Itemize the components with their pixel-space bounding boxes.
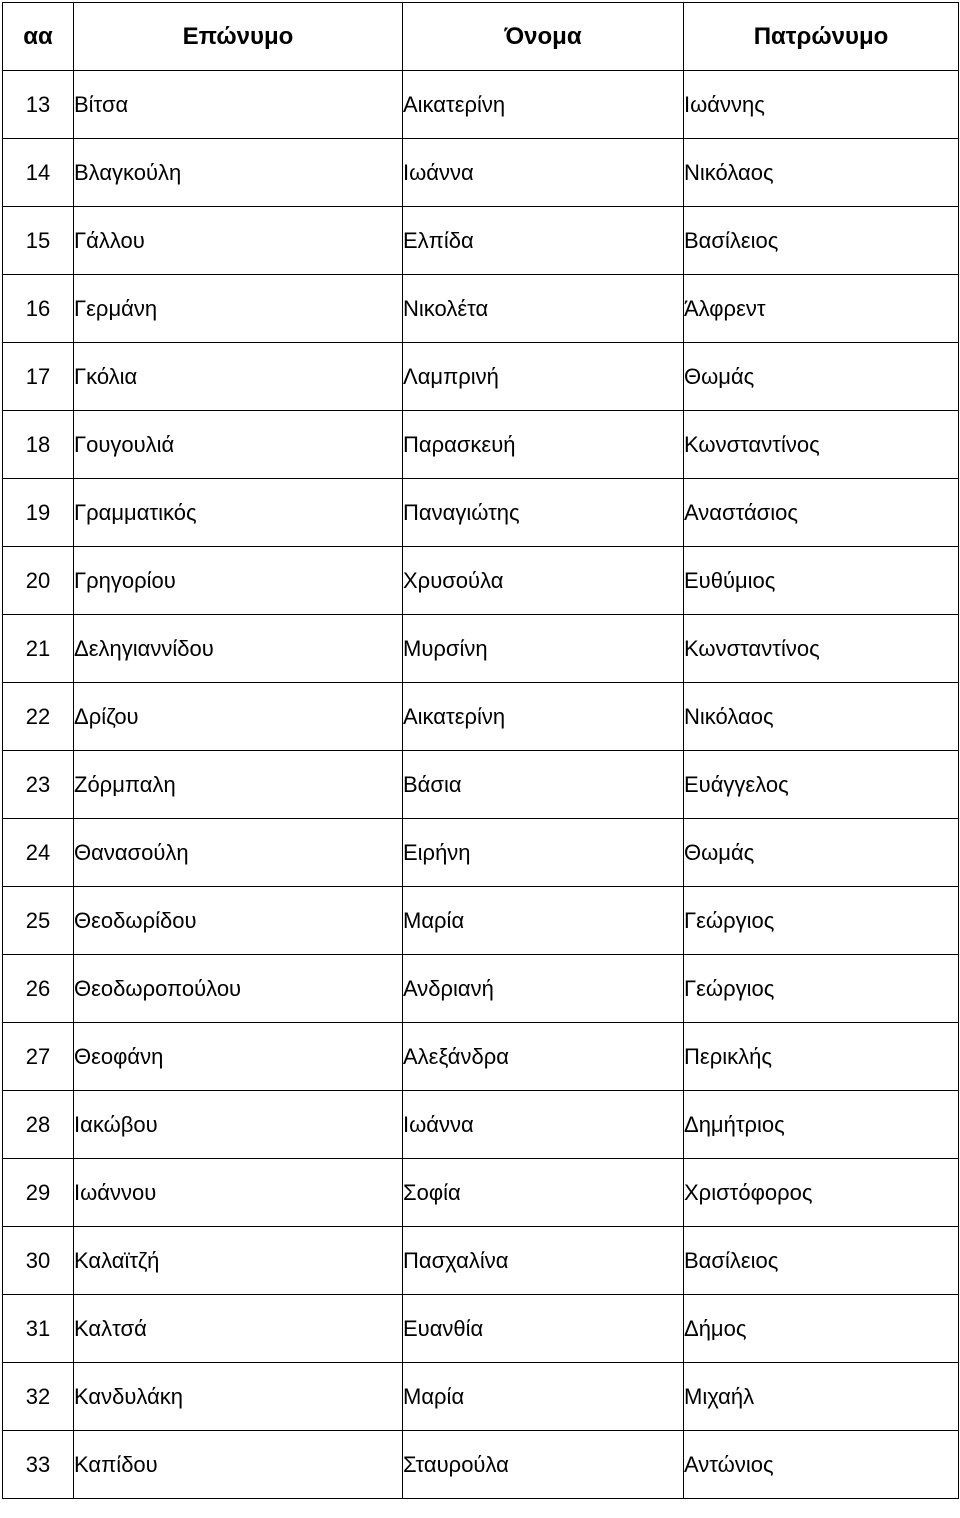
header-first-name: Όνομα: [403, 3, 684, 71]
cell-surname: Θεοδωροπούλου: [74, 955, 403, 1023]
cell-number: 25: [3, 887, 74, 955]
cell-first-name: Σοφία: [403, 1159, 684, 1227]
cell-first-name: Παναγιώτης: [403, 479, 684, 547]
table-row: [3, 207, 959, 275]
cell-father-name: Ευάγγελος: [684, 751, 959, 819]
cell-father-name: Αντώνιος: [684, 1431, 959, 1499]
cell-father-name: Δήμος: [684, 1295, 959, 1363]
cell-first-name: Ελπίδα: [403, 207, 684, 275]
table-row: [3, 751, 959, 819]
cell-number: 18: [3, 411, 74, 479]
cell-number: 27: [3, 1023, 74, 1091]
cell-number: 14: [3, 139, 74, 207]
table-row: [3, 71, 959, 139]
cell-surname: Ιωάννου: [74, 1159, 403, 1227]
cell-surname: Γρηγορίου: [74, 547, 403, 615]
cell-number: 28: [3, 1091, 74, 1159]
cell-number: 20: [3, 547, 74, 615]
table-row: [3, 1363, 959, 1431]
cell-surname: Ζόρμπαλη: [74, 751, 403, 819]
table-row: [3, 683, 959, 751]
cell-surname: Καπίδου: [74, 1431, 403, 1499]
cell-father-name: Κωνσταντίνος: [684, 615, 959, 683]
cell-first-name: Αλεξάνδρα: [403, 1023, 684, 1091]
cell-number: 15: [3, 207, 74, 275]
cell-father-name: Ευθύμιος: [684, 547, 959, 615]
cell-father-name: Δημήτριος: [684, 1091, 959, 1159]
cell-number: 26: [3, 955, 74, 1023]
cell-father-name: Γεώργιος: [684, 887, 959, 955]
cell-father-name: Ιωάννης: [684, 71, 959, 139]
cell-surname: Θανασούλη: [74, 819, 403, 887]
header-surname: Επώνυμο: [74, 3, 403, 71]
cell-father-name: Νικόλαος: [684, 683, 959, 751]
cell-number: 13: [3, 71, 74, 139]
table-row: [3, 955, 959, 1023]
header-row: [3, 3, 959, 71]
cell-number: 29: [3, 1159, 74, 1227]
cell-surname: Καλτσά: [74, 1295, 403, 1363]
cell-number: 19: [3, 479, 74, 547]
cell-first-name: Αικατερίνη: [403, 71, 684, 139]
cell-first-name: Μυρσίνη: [403, 615, 684, 683]
cell-surname: Ιακώβου: [74, 1091, 403, 1159]
table-row: [3, 275, 959, 343]
cell-number: 22: [3, 683, 74, 751]
table-row: [3, 547, 959, 615]
cell-first-name: Ειρήνη: [403, 819, 684, 887]
header-number: αα: [3, 3, 74, 71]
cell-surname: Γάλλου: [74, 207, 403, 275]
cell-number: 33: [3, 1431, 74, 1499]
cell-father-name: Περικλής: [684, 1023, 959, 1091]
cell-first-name: Βάσια: [403, 751, 684, 819]
cell-father-name: Αναστάσιος: [684, 479, 959, 547]
cell-first-name: Πασχαλίνα: [403, 1227, 684, 1295]
roster-table: [2, 2, 959, 1499]
cell-father-name: Θωμάς: [684, 343, 959, 411]
cell-first-name: Παρασκευή: [403, 411, 684, 479]
table-row: [3, 139, 959, 207]
cell-father-name: Μιχαήλ: [684, 1363, 959, 1431]
cell-first-name: Ανδριανή: [403, 955, 684, 1023]
cell-number: 30: [3, 1227, 74, 1295]
table-row: [3, 819, 959, 887]
cell-first-name: Αικατερίνη: [403, 683, 684, 751]
cell-father-name: Χριστόφορος: [684, 1159, 959, 1227]
cell-first-name: Μαρία: [403, 887, 684, 955]
table-row: [3, 887, 959, 955]
cell-first-name: Λαμπρινή: [403, 343, 684, 411]
cell-surname: Δεληγιαννίδου: [74, 615, 403, 683]
table-row: [3, 615, 959, 683]
cell-number: 21: [3, 615, 74, 683]
cell-surname: Βίτσα: [74, 71, 403, 139]
cell-number: 23: [3, 751, 74, 819]
cell-surname: Θεοφάνη: [74, 1023, 403, 1091]
cell-number: 32: [3, 1363, 74, 1431]
cell-first-name: Ιωάννα: [403, 1091, 684, 1159]
cell-surname: Κανδυλάκη: [74, 1363, 403, 1431]
cell-father-name: Νικόλαος: [684, 139, 959, 207]
cell-surname: Καλαϊτζή: [74, 1227, 403, 1295]
cell-number: 16: [3, 275, 74, 343]
table-body: [3, 71, 959, 1499]
cell-surname: Γουγουλιά: [74, 411, 403, 479]
table-row: [3, 1091, 959, 1159]
cell-father-name: Άλφρεντ: [684, 275, 959, 343]
cell-father-name: Γεώργιος: [684, 955, 959, 1023]
table-row: [3, 1227, 959, 1295]
cell-number: 17: [3, 343, 74, 411]
cell-surname: Γραμματικός: [74, 479, 403, 547]
table-row: [3, 1295, 959, 1363]
table-header: [3, 3, 959, 71]
cell-first-name: Σταυρούλα: [403, 1431, 684, 1499]
cell-father-name: Κωνσταντίνος: [684, 411, 959, 479]
cell-surname: Βλαγκούλη: [74, 139, 403, 207]
table-row: [3, 343, 959, 411]
cell-surname: Γκόλια: [74, 343, 403, 411]
cell-number: 24: [3, 819, 74, 887]
cell-surname: Θεοδωρίδου: [74, 887, 403, 955]
cell-first-name: Μαρία: [403, 1363, 684, 1431]
cell-first-name: Χρυσούλα: [403, 547, 684, 615]
cell-first-name: Ευανθία: [403, 1295, 684, 1363]
table-row: [3, 1159, 959, 1227]
table-row: [3, 479, 959, 547]
cell-father-name: Βασίλειος: [684, 207, 959, 275]
table-row: [3, 1431, 959, 1499]
cell-father-name: Βασίλειος: [684, 1227, 959, 1295]
cell-first-name: Ιωάννα: [403, 139, 684, 207]
cell-first-name: Νικολέτα: [403, 275, 684, 343]
cell-number: 31: [3, 1295, 74, 1363]
cell-surname: Δρίζου: [74, 683, 403, 751]
table-row: [3, 411, 959, 479]
cell-father-name: Θωμάς: [684, 819, 959, 887]
table-row: [3, 1023, 959, 1091]
header-father-name: Πατρώνυμο: [684, 3, 959, 71]
cell-surname: Γερμάνη: [74, 275, 403, 343]
